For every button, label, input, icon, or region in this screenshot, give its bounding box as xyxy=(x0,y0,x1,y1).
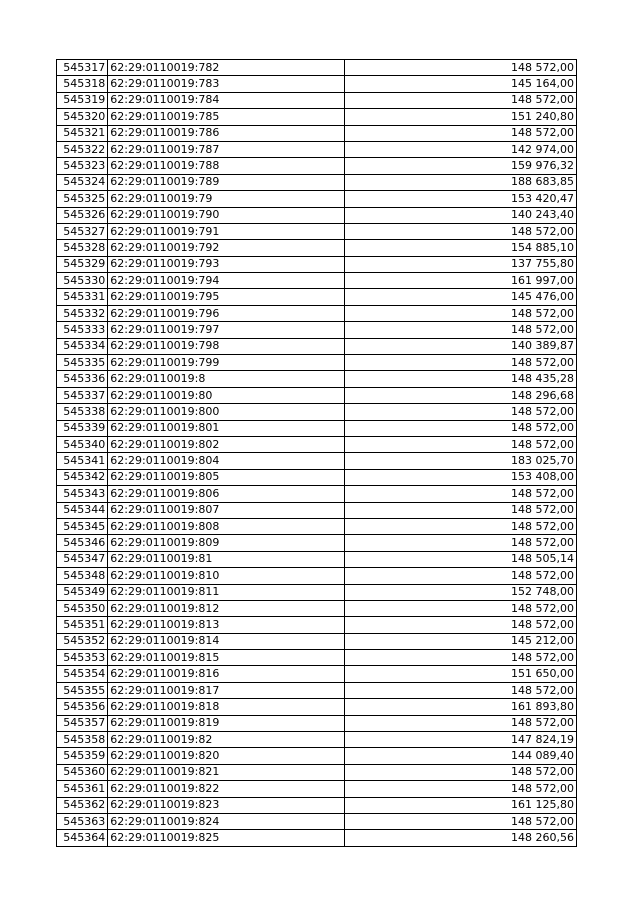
row-number-cell: 545360 xyxy=(57,764,108,780)
table-row xyxy=(57,486,577,502)
row-number-cell: 545327 xyxy=(57,223,108,239)
table-row xyxy=(57,305,577,321)
value-cell: 148 296,68 xyxy=(345,387,577,403)
cadastral-number-cell: 62:29:0110019:788 xyxy=(108,158,345,174)
table-row xyxy=(57,469,577,485)
cadastral-number-cell: 62:29:0110019:808 xyxy=(108,518,345,534)
table-row xyxy=(57,453,577,469)
row-number-cell: 545351 xyxy=(57,617,108,633)
value-cell: 161 997,00 xyxy=(345,273,577,289)
table-row xyxy=(57,732,577,748)
value-cell: 148 572,00 xyxy=(345,568,577,584)
value-cell: 183 025,70 xyxy=(345,453,577,469)
cadastral-number-cell: 62:29:0110019:804 xyxy=(108,453,345,469)
table-row xyxy=(57,76,577,92)
value-cell: 148 572,00 xyxy=(345,305,577,321)
table-row xyxy=(57,518,577,534)
table-row xyxy=(57,371,577,387)
table-row xyxy=(57,387,577,403)
table-row xyxy=(57,207,577,223)
row-number-cell: 545362 xyxy=(57,797,108,813)
value-cell: 148 572,00 xyxy=(345,764,577,780)
value-cell: 148 572,00 xyxy=(345,600,577,616)
table-row xyxy=(57,781,577,797)
cadastral-number-cell: 62:29:0110019:799 xyxy=(108,355,345,371)
value-cell: 137 755,80 xyxy=(345,256,577,272)
row-number-cell: 545347 xyxy=(57,551,108,567)
row-number-cell: 545335 xyxy=(57,355,108,371)
value-cell: 148 572,00 xyxy=(345,502,577,518)
cadastral-number-cell: 62:29:0110019:825 xyxy=(108,830,345,846)
row-number-cell: 545326 xyxy=(57,207,108,223)
value-cell: 148 572,00 xyxy=(345,535,577,551)
value-cell: 145 164,00 xyxy=(345,76,577,92)
row-number-cell: 545319 xyxy=(57,92,108,108)
cadastral-number-cell: 62:29:0110019:813 xyxy=(108,617,345,633)
cadastral-number-cell: 62:29:0110019:79 xyxy=(108,191,345,207)
value-cell: 161 125,80 xyxy=(345,797,577,813)
cadastral-number-cell: 62:29:0110019:797 xyxy=(108,322,345,338)
table-row xyxy=(57,92,577,108)
row-number-cell: 545331 xyxy=(57,289,108,305)
table-row xyxy=(57,764,577,780)
table-row xyxy=(57,289,577,305)
table-row xyxy=(57,502,577,518)
table-row xyxy=(57,420,577,436)
table-row xyxy=(57,125,577,141)
table-row xyxy=(57,650,577,666)
table-row xyxy=(57,600,577,616)
row-number-cell: 545341 xyxy=(57,453,108,469)
row-number-cell: 545353 xyxy=(57,650,108,666)
cadastral-number-cell: 62:29:0110019:800 xyxy=(108,404,345,420)
row-number-cell: 545348 xyxy=(57,568,108,584)
value-cell: 147 824,19 xyxy=(345,732,577,748)
cadastral-number-cell: 62:29:0110019:802 xyxy=(108,436,345,452)
table-row xyxy=(57,699,577,715)
row-number-cell: 545346 xyxy=(57,535,108,551)
row-number-cell: 545328 xyxy=(57,240,108,256)
table-row xyxy=(57,617,577,633)
value-cell: 152 748,00 xyxy=(345,584,577,600)
row-number-cell: 545356 xyxy=(57,699,108,715)
value-cell: 148 505,14 xyxy=(345,551,577,567)
value-cell: 140 243,40 xyxy=(345,207,577,223)
cadastral-number-cell: 62:29:0110019:824 xyxy=(108,813,345,829)
cadastral-number-cell: 62:29:0110019:820 xyxy=(108,748,345,764)
value-cell: 161 893,80 xyxy=(345,699,577,715)
value-cell: 148 572,00 xyxy=(345,715,577,731)
table-row xyxy=(57,256,577,272)
table-row xyxy=(57,568,577,584)
row-number-cell: 545354 xyxy=(57,666,108,682)
cadastral-number-cell: 62:29:0110019:810 xyxy=(108,568,345,584)
row-number-cell: 545324 xyxy=(57,174,108,190)
value-cell: 154 885,10 xyxy=(345,240,577,256)
value-cell: 148 572,00 xyxy=(345,650,577,666)
value-cell: 148 572,00 xyxy=(345,404,577,420)
table-row xyxy=(57,273,577,289)
table-row xyxy=(57,633,577,649)
value-cell: 148 572,00 xyxy=(345,436,577,452)
cadastral-number-cell: 62:29:0110019:823 xyxy=(108,797,345,813)
value-cell: 151 240,80 xyxy=(345,109,577,125)
value-cell: 153 408,00 xyxy=(345,469,577,485)
value-cell: 142 974,00 xyxy=(345,141,577,157)
cadastral-number-cell: 62:29:0110019:801 xyxy=(108,420,345,436)
cadastral-number-cell: 62:29:0110019:82 xyxy=(108,732,345,748)
row-number-cell: 545357 xyxy=(57,715,108,731)
cadastral-number-cell: 62:29:0110019:819 xyxy=(108,715,345,731)
row-number-cell: 545323 xyxy=(57,158,108,174)
row-number-cell: 545329 xyxy=(57,256,108,272)
table-row xyxy=(57,436,577,452)
value-cell: 148 572,00 xyxy=(345,486,577,502)
table-row xyxy=(57,682,577,698)
row-number-cell: 545338 xyxy=(57,404,108,420)
cadastral-number-cell: 62:29:0110019:812 xyxy=(108,600,345,616)
table-row xyxy=(57,584,577,600)
value-cell: 145 212,00 xyxy=(345,633,577,649)
row-number-cell: 545345 xyxy=(57,518,108,534)
cadastral-number-cell: 62:29:0110019:784 xyxy=(108,92,345,108)
value-cell: 148 572,00 xyxy=(345,322,577,338)
row-number-cell: 545339 xyxy=(57,420,108,436)
cadastral-number-cell: 62:29:0110019:783 xyxy=(108,76,345,92)
row-number-cell: 545318 xyxy=(57,76,108,92)
cadastral-number-cell: 62:29:0110019:816 xyxy=(108,666,345,682)
table-row xyxy=(57,551,577,567)
value-cell: 148 572,00 xyxy=(345,125,577,141)
row-number-cell: 545344 xyxy=(57,502,108,518)
table-body xyxy=(57,60,577,847)
cadastral-number-cell: 62:29:0110019:789 xyxy=(108,174,345,190)
cadastral-number-cell: 62:29:0110019:796 xyxy=(108,305,345,321)
value-cell: 145 476,00 xyxy=(345,289,577,305)
cadastral-number-cell: 62:29:0110019:817 xyxy=(108,682,345,698)
cadastral-number-cell: 62:29:0110019:806 xyxy=(108,486,345,502)
cadastral-number-cell: 62:29:0110019:786 xyxy=(108,125,345,141)
row-number-cell: 545352 xyxy=(57,633,108,649)
cadastral-number-cell: 62:29:0110019:80 xyxy=(108,387,345,403)
value-cell: 148 572,00 xyxy=(345,420,577,436)
row-number-cell: 545333 xyxy=(57,322,108,338)
row-number-cell: 545361 xyxy=(57,781,108,797)
cadastral-number-cell: 62:29:0110019:815 xyxy=(108,650,345,666)
table-row xyxy=(57,355,577,371)
cadastral-number-cell: 62:29:0110019:798 xyxy=(108,338,345,354)
row-number-cell: 545350 xyxy=(57,600,108,616)
value-cell: 144 089,40 xyxy=(345,748,577,764)
cadastral-value-table xyxy=(56,59,577,847)
row-number-cell: 545332 xyxy=(57,305,108,321)
row-number-cell: 545334 xyxy=(57,338,108,354)
cadastral-number-cell: 62:29:0110019:805 xyxy=(108,469,345,485)
table-row xyxy=(57,191,577,207)
value-cell: 159 976,32 xyxy=(345,158,577,174)
value-cell: 148 572,00 xyxy=(345,781,577,797)
value-cell: 151 650,00 xyxy=(345,666,577,682)
value-cell: 148 260,56 xyxy=(345,830,577,846)
row-number-cell: 545322 xyxy=(57,141,108,157)
cadastral-number-cell: 62:29:0110019:814 xyxy=(108,633,345,649)
row-number-cell: 545358 xyxy=(57,732,108,748)
cadastral-number-cell: 62:29:0110019:785 xyxy=(108,109,345,125)
cadastral-number-cell: 62:29:0110019:791 xyxy=(108,223,345,239)
cadastral-number-cell: 62:29:0110019:787 xyxy=(108,141,345,157)
row-number-cell: 545342 xyxy=(57,469,108,485)
table-row xyxy=(57,748,577,764)
cadastral-number-cell: 62:29:0110019:795 xyxy=(108,289,345,305)
cadastral-number-cell: 62:29:0110019:793 xyxy=(108,256,345,272)
cadastral-number-cell: 62:29:0110019:794 xyxy=(108,273,345,289)
value-cell: 148 572,00 xyxy=(345,223,577,239)
cadastral-number-cell: 62:29:0110019:8 xyxy=(108,371,345,387)
table-row xyxy=(57,223,577,239)
row-number-cell: 545325 xyxy=(57,191,108,207)
row-number-cell: 545336 xyxy=(57,371,108,387)
row-number-cell: 545321 xyxy=(57,125,108,141)
table-row xyxy=(57,715,577,731)
table-row xyxy=(57,813,577,829)
cadastral-number-cell: 62:29:0110019:790 xyxy=(108,207,345,223)
table-row xyxy=(57,338,577,354)
value-cell: 148 572,00 xyxy=(345,92,577,108)
row-number-cell: 545337 xyxy=(57,387,108,403)
row-number-cell: 545317 xyxy=(57,60,108,76)
cadastral-number-cell: 62:29:0110019:818 xyxy=(108,699,345,715)
table-row xyxy=(57,109,577,125)
cadastral-number-cell: 62:29:0110019:81 xyxy=(108,551,345,567)
value-cell: 148 572,00 xyxy=(345,518,577,534)
value-cell: 148 435,28 xyxy=(345,371,577,387)
value-cell: 148 572,00 xyxy=(345,617,577,633)
row-number-cell: 545363 xyxy=(57,813,108,829)
value-cell: 140 389,87 xyxy=(345,338,577,354)
row-number-cell: 545359 xyxy=(57,748,108,764)
cadastral-number-cell: 62:29:0110019:782 xyxy=(108,60,345,76)
value-cell: 148 572,00 xyxy=(345,355,577,371)
table-row xyxy=(57,535,577,551)
value-cell: 148 572,00 xyxy=(345,682,577,698)
row-number-cell: 545330 xyxy=(57,273,108,289)
cadastral-number-cell: 62:29:0110019:809 xyxy=(108,535,345,551)
value-cell: 148 572,00 xyxy=(345,60,577,76)
row-number-cell: 545349 xyxy=(57,584,108,600)
table-row xyxy=(57,240,577,256)
table-row xyxy=(57,666,577,682)
row-number-cell: 545340 xyxy=(57,436,108,452)
table-row xyxy=(57,830,577,846)
cadastral-number-cell: 62:29:0110019:811 xyxy=(108,584,345,600)
value-cell: 188 683,85 xyxy=(345,174,577,190)
table-row xyxy=(57,797,577,813)
cadastral-number-cell: 62:29:0110019:822 xyxy=(108,781,345,797)
row-number-cell: 545355 xyxy=(57,682,108,698)
cadastral-number-cell: 62:29:0110019:792 xyxy=(108,240,345,256)
cadastral-number-cell: 62:29:0110019:821 xyxy=(108,764,345,780)
table-row xyxy=(57,404,577,420)
value-cell: 148 572,00 xyxy=(345,813,577,829)
row-number-cell: 545343 xyxy=(57,486,108,502)
table-row xyxy=(57,174,577,190)
table-row xyxy=(57,322,577,338)
value-cell: 153 420,47 xyxy=(345,191,577,207)
row-number-cell: 545320 xyxy=(57,109,108,125)
table-row xyxy=(57,141,577,157)
table-row xyxy=(57,158,577,174)
cadastral-number-cell: 62:29:0110019:807 xyxy=(108,502,345,518)
row-number-cell: 545364 xyxy=(57,830,108,846)
table-row xyxy=(57,60,577,76)
